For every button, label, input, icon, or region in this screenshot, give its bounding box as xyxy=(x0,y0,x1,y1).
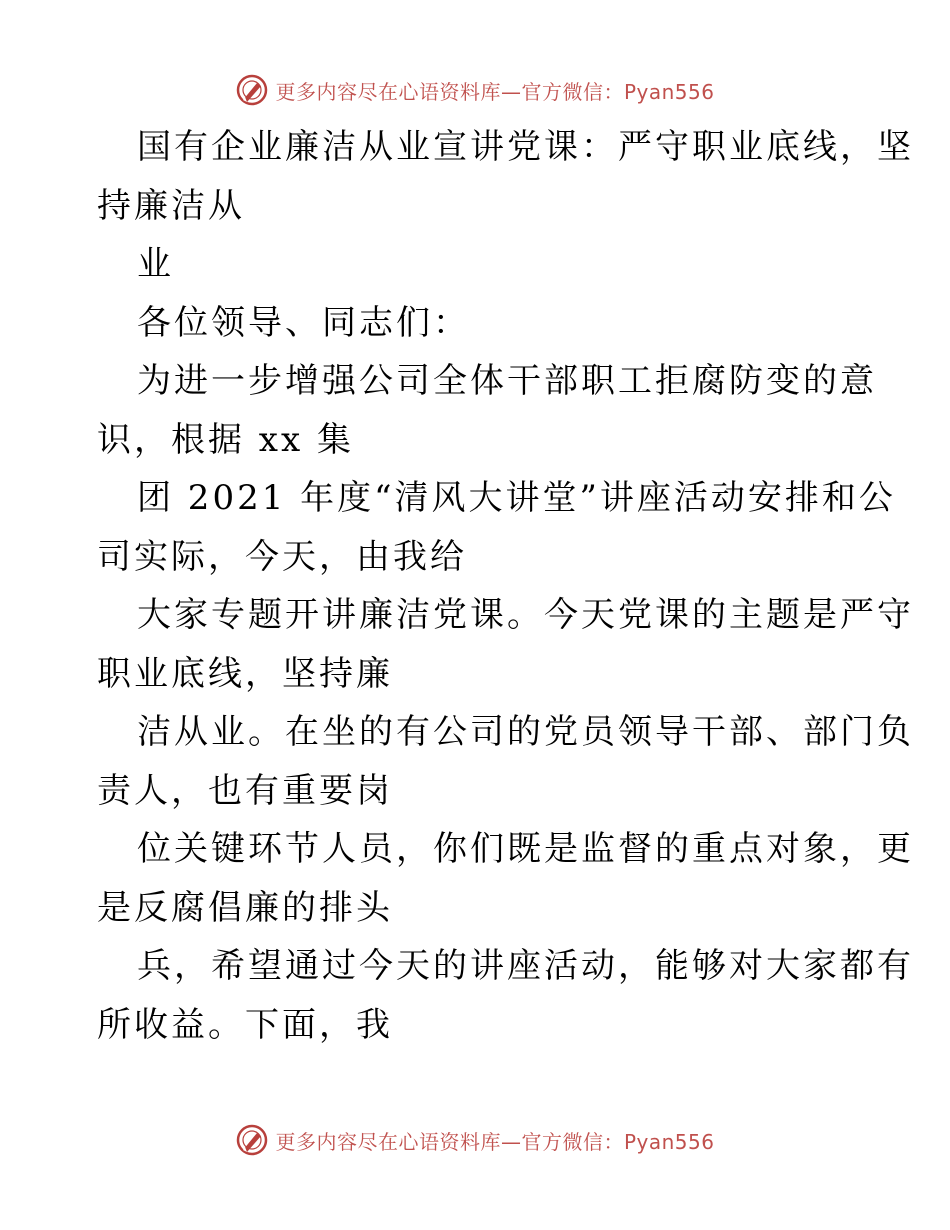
paragraph-line: 责人，也有重要岗 xyxy=(97,770,393,811)
paragraph-line: 职业底线，坚持廉 xyxy=(97,653,393,694)
paragraph-line: 所收益。下面，我 xyxy=(97,1004,393,1045)
document-title-line-1: 国有企业廉洁从业宣讲党课：严守职业底线，坚 xyxy=(137,127,914,167)
paragraph-line: 位关键环节人员，你们既是监督的重点对象，更 xyxy=(137,829,914,869)
paragraph-line: 是反腐倡廉的排头 xyxy=(97,887,393,928)
header-banner-text: 更多内容尽在心语资料库—官方微信：Pyan556 xyxy=(275,79,715,104)
paragraph-line: 为进一步增强公司全体干部职工拒腐防变的意 xyxy=(137,361,877,401)
document-title-line-2: 持廉洁从 xyxy=(97,185,245,226)
paragraph-line: 洁从业。在坐的有公司的党员领导干部、部门负 xyxy=(137,712,914,752)
salutation-line: 各位领导、同志们： xyxy=(137,302,470,343)
footer-banner xyxy=(0,1120,950,1160)
pen-circle-logo-icon xyxy=(235,1123,269,1157)
document-title-line-3: 业 xyxy=(137,244,174,284)
paragraph-line: 识，根据 xx 集 xyxy=(97,419,354,460)
pen-circle-logo-icon xyxy=(235,73,269,107)
footer-banner-text: 更多内容尽在心语资料库—官方微信：Pyan556 xyxy=(275,1129,715,1154)
paragraph-line: 团 2021 年度“清风大讲堂”讲座活动安排和公 xyxy=(137,478,896,518)
header-banner xyxy=(0,70,950,110)
document-body xyxy=(97,118,914,1054)
paragraph-line: 兵，希望通过今天的讲座活动，能够对大家都有 xyxy=(137,946,914,986)
paragraph-line: 大家专题开讲廉洁党课。今天党课的主题是严守 xyxy=(137,595,914,635)
paragraph-line: 司实际，今天，由我给 xyxy=(97,536,467,577)
